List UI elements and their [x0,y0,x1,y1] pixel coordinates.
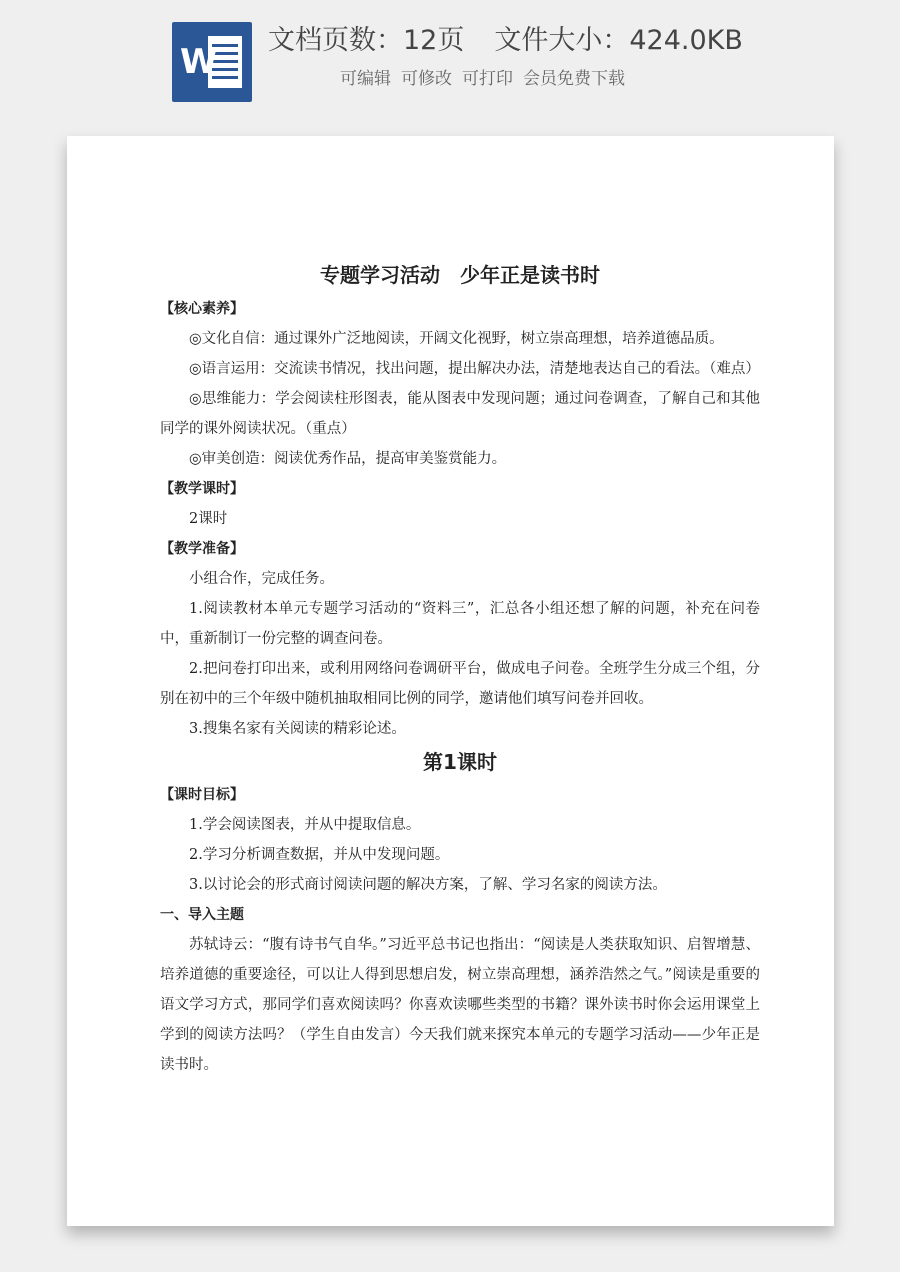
goal-item: 3.以讨论会的形式商讨阅读问题的解决方案，了解、学习名家的阅读方法。 [189,877,667,893]
feature-modifiable: 可修改 [401,69,452,89]
feature-list [340,64,740,94]
part1-heading: 一、导入主题 [160,907,244,923]
document-info [268,18,868,64]
document-page [67,136,834,1226]
feature-printable: 可打印 [462,69,513,89]
hours-value: 2课时 [189,511,228,527]
page-count: 文档页数：12页 [268,25,465,56]
hours-heading: 【教学课时】 [160,481,244,497]
feature-member-download: 会员免费下载 [523,69,625,89]
goal-item: 2.学习分析调查数据，并从中发现问题。 [189,847,450,863]
core-item: ◎审美创造：阅读优秀作品，提高审美鉴赏能力。 [189,451,507,467]
prep-item: 2.把问卷打印出来，或利用网络问卷调研平台，做成电子问卷。全班学生分成三个组，分别在初中的三个年级中随机抽取相同比例的同学，邀请他们填写问卷并回收。 [160,661,760,707]
document-content [160,256,760,1080]
prep-item: 3.搜集名家有关阅读的精彩论述。 [189,721,406,737]
document-header [0,0,900,130]
core-item: ◎思维能力：学会阅读柱形图表，能从图表中发现问题；通过问卷调查，了解自己和其他同学的课外阅读状况。（重点） [160,391,760,437]
goal-item: 1.学会阅读图表，并从中提取信息。 [189,817,421,833]
word-icon-letter: W [180,42,218,82]
core-item: ◎文化自信：通过课外广泛地阅读，开阔文化视野，树立崇高理想，培养道德品质。 [189,331,724,347]
part1-text: 苏轼诗云：“腹有诗书气自华。”习近平总书记也指出：“阅读是人类获取知识、启智增慧、培养道德的重要途径，可以让人得到思想启发，树立崇高理想，涵养浩然之气。”阅读是重要的语文学习方式，那同学们喜欢阅读吗？你喜欢读哪些类型的书籍？课外读书时你会运用课堂上学到的阅读方法吗？（学生自由发言）今天我们就来探究本单元的专题学习活动——少年正是读书时。 [160,937,760,1073]
core-item: ◎语言运用：交流读书情况，找出问题，提出解决办法，清楚地表达自己的看法。（难点） [189,361,760,377]
core-heading: 【核心素养】 [160,301,244,317]
word-document-icon [172,22,252,102]
document-title: 专题学习活动 少年正是读书时 [320,263,600,287]
prep-heading: 【教学准备】 [160,541,244,557]
prep-intro: 小组合作，完成任务。 [189,571,334,587]
lesson-title: 第1课时 [423,750,497,774]
file-size: 文件大小：424.0KB [494,25,743,56]
prep-item: 1.阅读教材本单元专题学习活动的“资料三”，汇总各小组还想了解的问题，补充在问卷中，重新制订一份完整的调查问卷。 [160,601,760,647]
feature-editable: 可编辑 [340,69,391,89]
goal-heading: 【课时目标】 [160,787,244,803]
